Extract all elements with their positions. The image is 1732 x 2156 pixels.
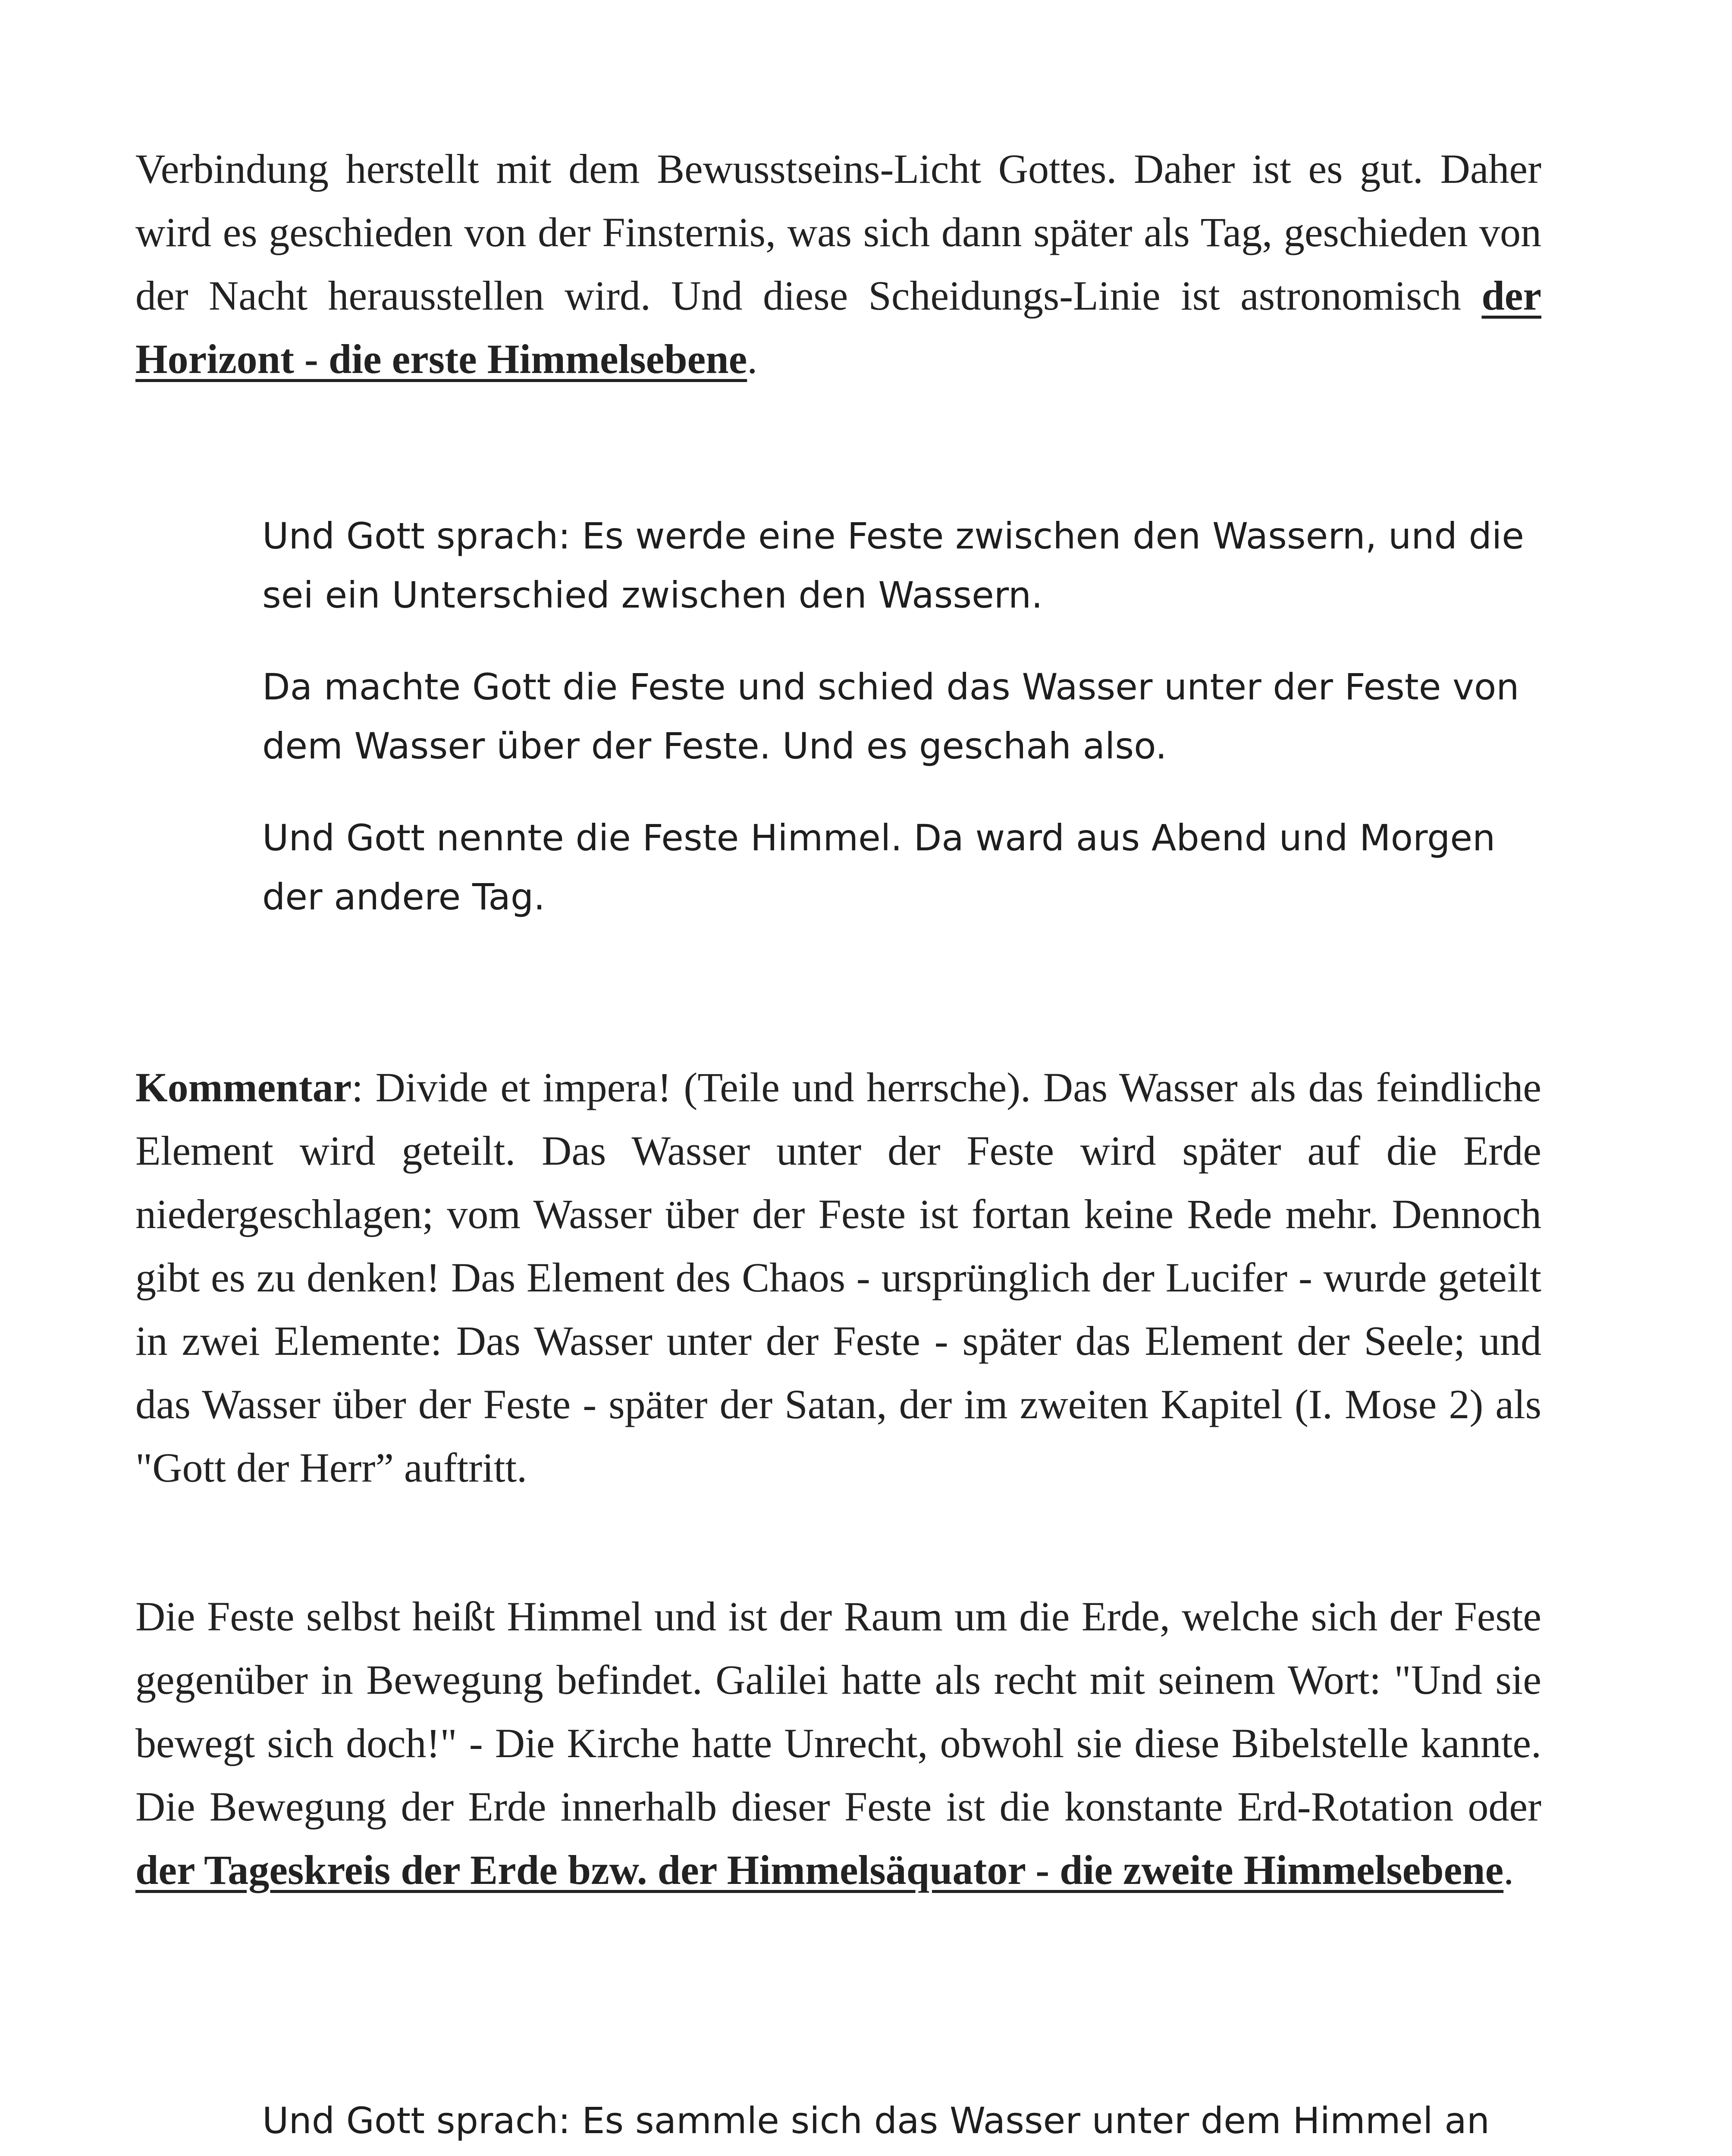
paragraph-text: Die Feste selbst heißt Himmel und ist der Raum um die Erde, welche sich der Feste gegenüber in Bewegung befindet. Galilei hatte als recht mit seinem Wort: "Und sie bewegt sich doch!" - Die Kirche hatte Unrecht, obwohl sie diese Bibelstelle kannte. Die Bewegung der Erde innerhalb dieser Feste ist die konstante Erd-Rotation oder bbox=[135, 1593, 1541, 1830]
commentary-label: Kommentar bbox=[135, 1064, 352, 1110]
paragraph-end: . bbox=[747, 336, 758, 382]
commentary-text: : Divide et impera! (Teile und herrsche). Das Wasser als das feindliche Element wird geteilt. Das Wasser unter der Feste wird später auf die Erde niedergeschlagen; vom Wasser über der Feste ist fortan keine Rede mehr. Dennoch gibt es zu denken! Das Element des Chaos - ursprünglich der Lucifer - wurde geteilt in zwei Elemente: Das Wasser unter der Feste - später das Element der Seele; und das Wasser über der Feste - später der Satan, der im zweiten Kapitel (I. Mose 2) als "Gott der Herr” auftritt. bbox=[135, 1064, 1541, 1491]
bible-quote-line: Und Gott sprach: Es sammle sich das Wasser unter dem Himmel an bbox=[262, 2100, 1490, 2142]
bible-quote-line: Da machte Gott die Feste und schied das Wasser unter der Feste von dem Wasser über der Feste. Und es geschah also. bbox=[262, 666, 1519, 767]
highlight-second-plane: der Tageskreis der Erde bzw. der Himmelsäquator - die zweite Himmelsebene bbox=[135, 1847, 1504, 1893]
bible-quote-line: Und Gott sprach: Es werde eine Feste zwischen den Wassern, und die sei ein Unterschied zwischen den Wassern. bbox=[262, 515, 1524, 616]
paragraph-horizon bbox=[135, 137, 1541, 391]
commentary-paragraph bbox=[135, 1056, 1541, 1499]
paragraph-equator bbox=[135, 1585, 1541, 1902]
bible-quote-line: Und Gott nennte die Feste Himmel. Da ward aus Abend und Morgen der andere Tag. bbox=[262, 817, 1496, 918]
paragraph-text: Verbindung herstellt mit dem Bewusstseins-Licht Gottes. Daher ist es gut. Daher wird es geschieden von der Finsternis, was sich dann später als Tag, geschieden von der Nacht herausstellen wird. Und diese Scheidungs-Linie ist astronomisch bbox=[135, 146, 1541, 319]
highlight-first-plane: der Horizont - die erste Himmelsebene bbox=[135, 273, 1541, 382]
paragraph-end: . bbox=[1503, 1847, 1514, 1893]
